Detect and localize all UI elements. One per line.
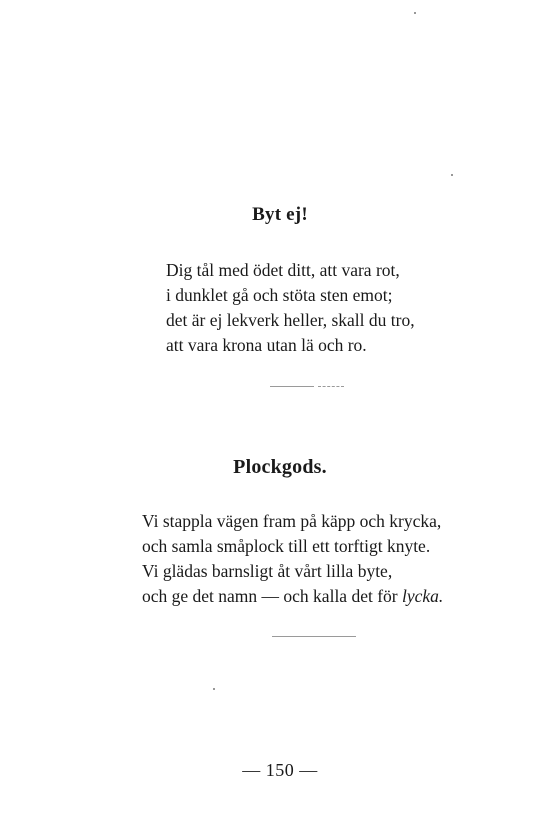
poem-body-plockgods: [142, 509, 443, 609]
poem-line: Vi stappla vägen fram på käpp och krycka,: [142, 511, 442, 531]
poem-title-byt-ej: Byt ej!: [252, 204, 308, 225]
emphasized-word: lycka.: [401, 586, 444, 606]
print-speck: [451, 174, 453, 176]
section-divider: [272, 636, 356, 637]
poem-line-last: [142, 584, 443, 609]
poem-line-text: och ge det namn — och kalla det för: [142, 586, 402, 606]
print-speck: [414, 12, 416, 14]
section-divider: [270, 386, 314, 387]
poem-line: Dig tål med ödet ditt, att vara rot,: [166, 260, 400, 280]
section-divider: [318, 386, 344, 387]
poem-line: Vi glädas barnsligt åt vårt lilla byte,: [142, 561, 393, 581]
poem-body-byt-ej: [166, 258, 415, 358]
page-number: — 150 —: [242, 760, 318, 780]
poem-title-plockgods: Plockgods.: [233, 456, 327, 478]
poem-line: och samla småplock till ett torftigt knyte.: [142, 536, 431, 556]
poem-line: i dunklet gå och stöta sten emot;: [166, 285, 393, 305]
poem-line: att vara krona utan lä och ro.: [166, 335, 367, 355]
print-speck: [213, 688, 215, 690]
poem-line: det är ej lekverk heller, skall du tro,: [166, 310, 415, 330]
